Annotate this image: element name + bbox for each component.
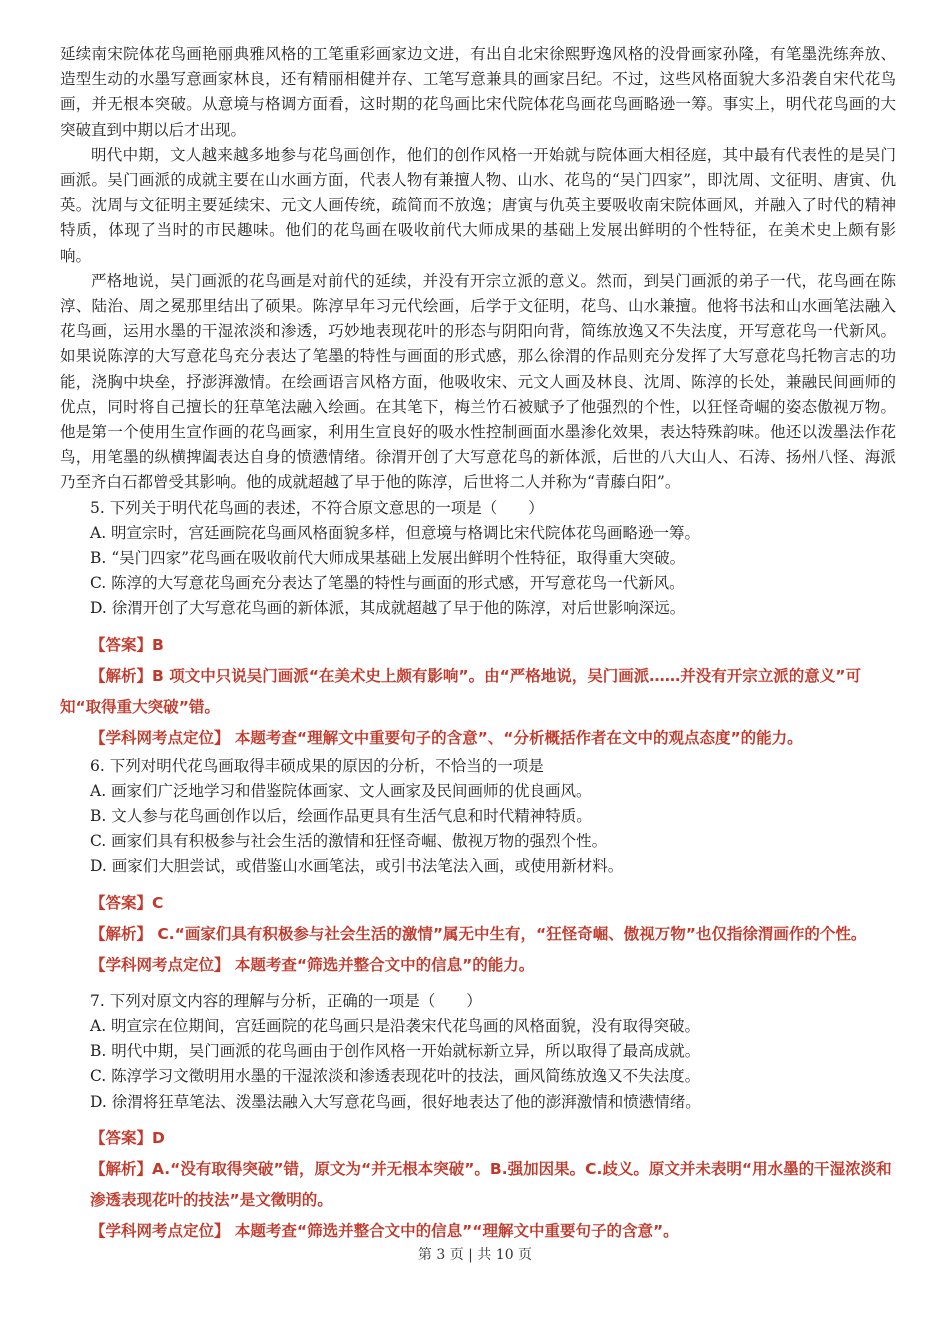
question-option: D. 徐渭将狂草笔法、泼墨法融入大写意花鸟画，很好地表达了他的澎湃激情和愤懑情绪。 — [90, 1092, 701, 1111]
question-option: A. 明宣宗在位期间，宫廷画院的花鸟画只是沿袭宋代花鸟画的风格面貌，没有取得突破。 — [90, 1016, 701, 1035]
analysis-line — [60, 919, 896, 950]
question-block — [60, 989, 896, 1247]
answer-value: B — [152, 635, 164, 654]
point-text: 本题考查“筛选并整合文中的信息”的能力。 — [234, 955, 535, 974]
point-text: 本题考查“理解文中重要句子的含意”、“分析概括作者在文中的观点态度”的能力。 — [234, 728, 803, 747]
question-option: B. 文人参与花鸟画创作以后，绘画作品更具有生活气息和时代精神特质。 — [90, 807, 592, 826]
analysis-text: B 项文中只说吴门画派“在美术史上颇有影响”。由“严格地说，吴门画派……并没有开宗立派的意义”可知“取得重大突破”错。 — [60, 666, 861, 716]
question-option: C. 画家们具有积极参与社会生活的激情和狂怪奇崛、傲视万物的强烈个性。 — [90, 832, 608, 851]
analysis-label: 【解析】 — [90, 666, 153, 685]
question-stem: 6. 下列对明代花鸟画取得丰硕成果的原因的分析，不恰当的一项是 — [90, 756, 544, 775]
question-option: D. 徐渭开创了大写意花鸟画的新体派，其成就超越了早于他的陈淳，对后世影响深远。 — [90, 599, 686, 618]
analysis-label: 【解析】 — [90, 924, 153, 943]
passage-paragraph: 延续南宋院体花鸟画艳丽典雅风格的工笔重彩画家边文进，有出自北宋徐熙野逸风格的没骨画家孙隆，有笔墨洗练奔放、造型生动的水墨写意画家林良，还有精丽相健并存、工笔写意兼具的画家吕纪。不过，这些风格面貌大多沿袭自宋代花鸟画，并无根本突破。从意境与格调方面看，这时期的花鸟画比宋代院体花鸟画花鸟画略逊一筹。事实上，明代花鸟画的大突破直到中期以后才出现。 — [60, 45, 896, 139]
answer-value: C — [152, 893, 164, 912]
question-option: B. “吴门四家”花鸟画在吸收前代大师成果基础上发展出鲜明个性特征，取得重大突破。 — [90, 549, 686, 568]
question-option: A. 画家们广泛地学习和借鉴院体画家、文人画家及民间画师的优良画风。 — [90, 781, 592, 800]
passage-paragraph: 严格地说，吴门画派的花鸟画是对前代的延续，并没有开宗立派的意义。然而，到吴门画派的弟子一代，花鸟画在陈淳、陆治、周之冕那里结出了硕果。陈淳早年习元代绘画，后学于文征明，花鸟、山水兼擅。他将书法和山水画笔法融入花鸟画，运用水墨的干湿浓淡和渗透，巧妙地表现花叶的形态与阴阳向背，简练放逸又不失法度，开写意花鸟一代新风。如果说陈淳的大写意花鸟充分表达了笔墨的特性与画面的形式感，那么徐渭的作品则充分发挥了大写意花鸟托物言志的功能，浇胸中块垒，抒澎湃激情。在绘画语言风格方面，他吸收宋、元文人画及林良、沈周、陈淳的长处，兼融民间画师的优点，同时将自己擅长的狂草笔法融入绘画。在其笔下，梅兰竹石被赋予了他强烈的个性，以狂怪奇崛的姿态傲视万物。他是第一个使用生宣作画的花鸟画家，利用生宣良好的吸水性控制画面水墨渗化效果，表达特殊韵味。他还以泼墨法作花鸟，用笔墨的纵横捭阖表达自身的愤懑情绪。徐渭开创了大写意花鸟的新体派，后世的八大山人、石涛、扬州八怪、海派乃至齐白石都曾受其影响。他的成就超越了早于他的陈淳，后世将二人并称为“青藤白阳”。 — [60, 271, 896, 492]
answer-line — [60, 1123, 896, 1154]
question-stem: 5. 下列关于明代花鸟画的表述，不符合原文意思的一项是（ ） — [90, 498, 544, 517]
question-stem: 7. 下列对原文内容的理解与分析，正确的一项是（ ） — [90, 991, 482, 1010]
question-block — [60, 754, 896, 981]
point-line — [60, 950, 896, 981]
point-text: 本题考查“筛选并整合文中的信息”“理解文中重要句子的含意”。 — [234, 1221, 679, 1240]
point-label: 【学科网考点定位】 — [90, 955, 230, 974]
question-option: A. 明宣宗时，宫廷画院花鸟画风格面貌多样，但意境与格调比宋代院体花鸟画略逊一筹。 — [90, 523, 701, 542]
answer-label: 【答案】 — [90, 1128, 153, 1147]
analysis-text: C.“画家们具有积极参与社会生活的激情”属无中生有，“狂怪奇崛、傲视万物”也仅指徐渭画作的个性。 — [157, 924, 867, 943]
point-label: 【学科网考点定位】 — [90, 1221, 230, 1240]
question-option: C. 陈淳学习文徵明用水墨的干湿浓淡和渗透表现花叶的技法，画风简练放逸又不失法度。 — [90, 1067, 701, 1086]
answer-label: 【答案】 — [90, 635, 153, 654]
question-block — [60, 496, 896, 754]
page-footer: 第 3 页 | 共 10 页 — [417, 1247, 533, 1263]
passage-paragraph: 明代中期，文人越来越多地参与花鸟画创作，他们的创作风格一开始就与院体画大相径庭，其中最有代表性的是吴门画派。吴门画派的成就主要在山水画方面，代表人物有兼擅人物、山水、花鸟的“吴门四家”，即沈周、文征明、唐寅、仇英。沈周与文征明主要延续宋、元文人画传统，疏简而不放逸；唐寅与仇英主要吸收南宋院体画风，并融入了时代的精神特质，体现了当时的市民趣味。他们的花鸟画在吸收前代大师成果的基础上发展出鲜明的个性特征，在美术史上颇有影响。 — [60, 145, 896, 265]
answer-label: 【答案】 — [90, 893, 153, 912]
answer-line — [60, 630, 896, 661]
analysis-line — [60, 1154, 896, 1216]
document-page — [60, 42, 896, 1247]
answer-line — [60, 888, 896, 919]
question-option: D. 画家们大胆尝试，或借鉴山水画笔法，或引书法笔法入画，或使用新材料。 — [90, 857, 624, 876]
point-line — [60, 1216, 896, 1247]
analysis-text: A.“没有取得突破”错，原文为“并无根本突破”。B.强加因果。C.歧义。原文并未表明“用水墨的干湿浓淡和渗透表现花叶的技法”是文徵明的。 — [90, 1159, 892, 1209]
answer-value: D — [152, 1128, 165, 1147]
point-line — [60, 723, 896, 754]
question-option: C. 陈淳的大写意花鸟画充分表达了笔墨的特性与画面的形式感，开写意花鸟一代新风。 — [90, 574, 685, 593]
analysis-line — [60, 661, 896, 723]
point-label: 【学科网考点定位】 — [90, 728, 230, 747]
analysis-label: 【解析】 — [90, 1159, 153, 1178]
question-option: B. 明代中期，吴门画派的花鸟画由于创作风格一开始就标新立异，所以取得了最高成就。 — [90, 1042, 701, 1061]
